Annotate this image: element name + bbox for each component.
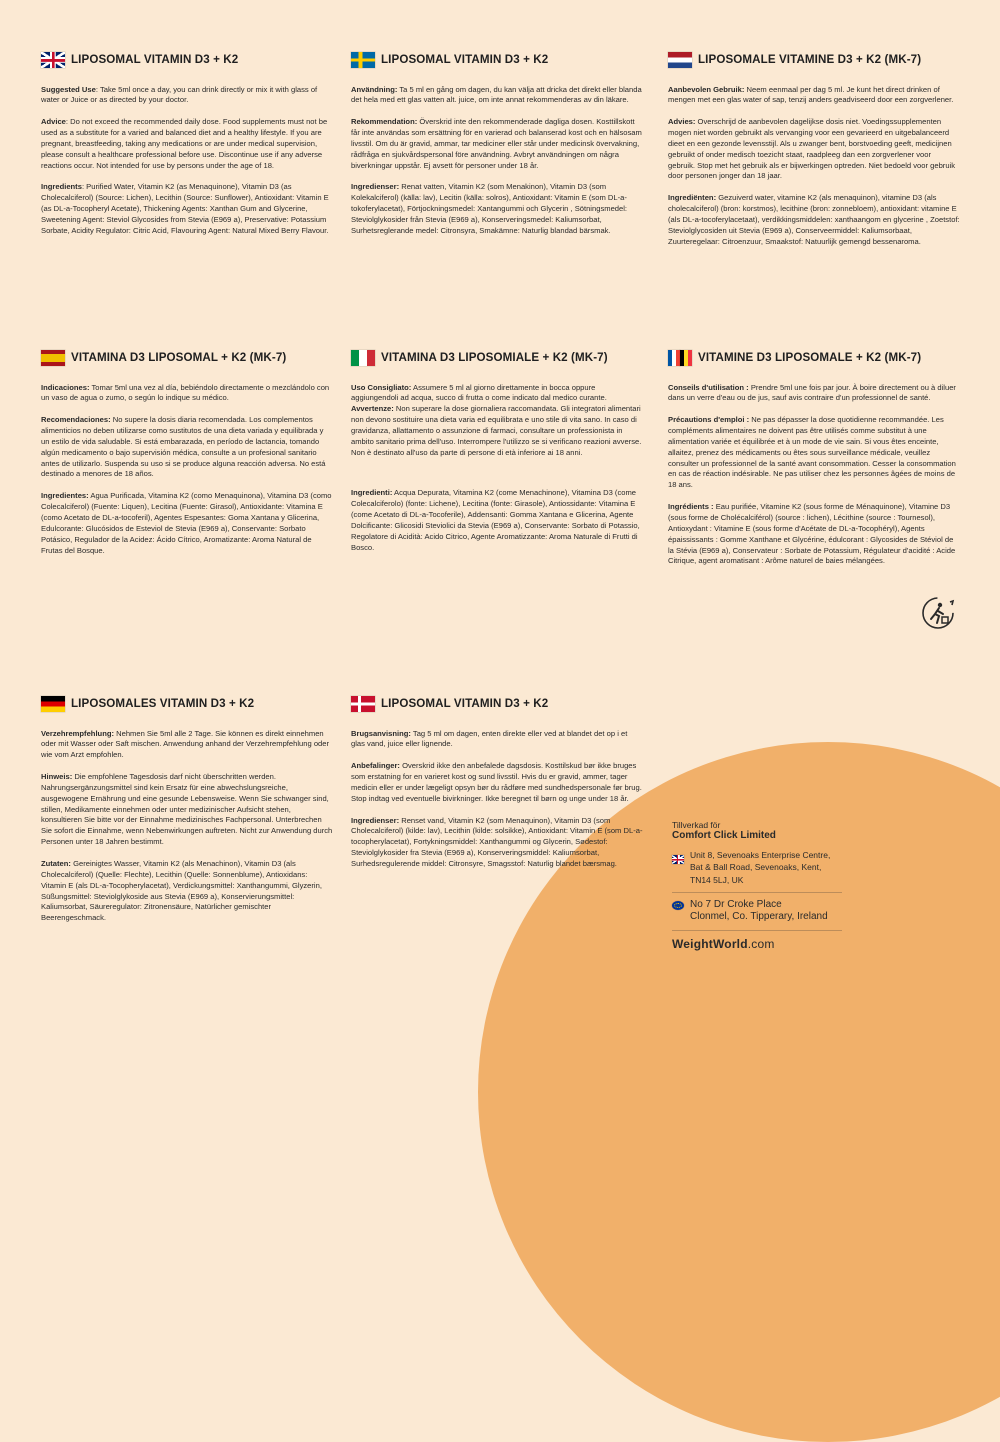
advice-label: Recomendaciones: xyxy=(41,415,111,425)
spain-flag-icon xyxy=(41,350,65,366)
denmark-flag-icon xyxy=(351,696,375,712)
advice-label: Avvertenze: xyxy=(351,404,394,414)
ingredients-label: Ingredients xyxy=(41,182,82,192)
advice-label: Advice xyxy=(41,117,66,127)
eu-flag-icon xyxy=(672,901,684,910)
section-heading xyxy=(351,696,643,713)
usage-label: Aanbevolen Gebruik: xyxy=(668,84,745,94)
ingredients-text: Renat vatten, Vitamin K2 (som Menakinon), Vitamin D3 (som Kolekalciferol) (källa: lav), Lecitin (källa: solros), Antioxidant: Vitamin E (som DL-a-tokoferylacetat), Förtjockningsmedel: Xantangummi och Glycerin , Sötningsmedel: Steviolglykosider från Stevia (E969 a), Konserveringsmedel: Kaliumsorbat, Surhetsreglerande medel: Citronsyra, Smakämne: Naturlig blandad bärsmak. xyxy=(351,182,628,235)
advice-text: Overskrid ikke den anbefalede dagsdosis. Kosttilskud bør ikke bruges som erstatning for en varieret kost og sund livsstil. Hvis du er gravid, ammer, tager medicin eller er under lægeligt opsyn bør du rådføre med sundhedspersonale før brug. Stop indtag ved eventuelle bivirkninger. Ikke beregnet til børn og unge under 18 år. xyxy=(351,761,642,803)
usage-label: Uso Consigliato: xyxy=(351,382,412,392)
usage-label: Användning: xyxy=(351,84,398,94)
ingredients-label: Ingrediënten: xyxy=(668,193,717,203)
usage-paragraph xyxy=(41,729,333,762)
ingredients-label: Zutaten: xyxy=(41,859,71,869)
ireland-address xyxy=(672,899,872,924)
usage-paragraph xyxy=(351,85,643,107)
ingredients-text: : Purified Water, Vitamin K2 (as Menaquinone), Vitamin D3 (as Cholecalciferol) (Source: Lichen), Lecithin (Source: Sunflower), Antioxidant: Vitamin E (as DL-a-Tocopheryl Acetate), Thickening Agents: Xanthan Gum and Glycerine, Sweetening Agent: Steviol Glycosides from Stevia (E969 a), Preservative: Potassium Sorbate, Acidity Regulator: Citric Acid, Flavouring Agent: Natural Mixed Berry Flavour. xyxy=(41,182,329,235)
uk-flag-icon xyxy=(41,52,65,68)
section-german xyxy=(41,696,333,935)
section-heading xyxy=(41,696,333,713)
website-link[interactable] xyxy=(672,937,872,951)
section-title: VITAMINA D3 LIPOSOMIALE + K2 (MK-7) xyxy=(381,351,608,364)
usage-label: Conseils d'utilisation : xyxy=(668,382,749,392)
advice-paragraph xyxy=(668,117,960,182)
section-title: LIPOSOMALE VITAMINE D3 + K2 (MK-7) xyxy=(698,53,922,66)
uk-address xyxy=(672,849,872,886)
ingredients-paragraph xyxy=(41,859,333,924)
section-heading xyxy=(668,52,960,69)
section-heading xyxy=(41,52,333,69)
website-brand: WeightWorld xyxy=(672,936,748,951)
section-heading xyxy=(351,52,643,69)
advice-text: Non superare la dose giornaliera raccomandata. Gli integratori alimentari non devono sostituire una dieta varia ed equilibrata e uno stile di vita sano. In caso di gravidanza, allattamento o assunzione di farmaci, consultare un professionista in ambito sanitario prima dell'uso. Interrompere l'utilizzo se si verificano reazioni avverse. Non è destinato all'uso da parte di persone di età inferiore ai 18 anni. xyxy=(351,404,642,457)
section-heading xyxy=(668,350,960,367)
manufactured-for-label: Tillverkad för xyxy=(672,820,721,830)
usage-label: Suggested Use xyxy=(41,84,96,94)
section-title: VITAMINA D3 LIPOSOMAL + K2 (MK-7) xyxy=(71,351,287,364)
section-dutch xyxy=(668,52,960,259)
usage-text: Assumere 5 ml al giorno direttamente in bocca oppure aggiungendoli ad acqua, succo di frutta o come indicato dal medico curante. xyxy=(351,382,607,403)
ingredients-paragraph xyxy=(351,182,643,236)
france-flag-icon xyxy=(668,350,680,366)
ingredients-text: Renset vand, Vitamin K2 (som Menaquinon), Vitamin D3 (som Cholecalciferol) (kilde: lav), Lecithin (kilde: solsikke), Antioxidant: Vitamin E (som DL-a-tocopherylacetat), Fortykningsmiddel: Xanthangummi og Glycerin, Sødestof: Steviolglykosider fra Stevia (E969 a), Konserveringsmiddel: Kaliumsorbat, Surhedsregulerende middel: Citronsyre, Smagsstof: Naturlig blandet bærsmag. xyxy=(351,815,643,869)
ireland-address-line: Clonmel, Co. Tipperary, Ireland xyxy=(690,911,828,923)
usage-text: Ta 5 ml en gång om dagen, du kan välja att dricka det direkt eller blanda det hela med ett glas vatten alt. juice, om inte annat rekommenderas av din läkare. xyxy=(351,84,642,105)
ingredients-label: Ingredienser: xyxy=(351,182,400,192)
belgium-flag-icon xyxy=(680,350,692,366)
usage-label: Verzehrempfehlung: xyxy=(41,728,114,738)
ingredients-text: Eau purifiée, Vitamine K2 (sous forme de Ménaquinone), Vitamine D3 (sous forme de Cholécalciférol) (source : lichen), Lécithine (source : Tournesol), Antioxydant : Vitamine E (sous forme d'Acétate de DL-a-Tocophéryl), Agents épaississants : Gomme Xanthane et Glycérine, édulcorant : Glycosides de Stéviol de la Stévia (E969 a), Conservateur : Sorbate de Potassium, Régulateur d'acidité : Acide Citrique, agent aromatisant : Arôme naturel de baies mélangées. xyxy=(668,502,956,566)
divider xyxy=(672,930,842,931)
section-danish xyxy=(351,696,643,881)
advice-paragraph xyxy=(351,761,643,804)
ingredients-paragraph xyxy=(41,491,333,556)
ireland-address-line: No 7 Dr Croke Place xyxy=(690,898,782,910)
divider xyxy=(672,892,842,893)
advice-label: Advies: xyxy=(668,117,696,127)
ingredients-paragraph xyxy=(668,193,960,247)
advice-text: Overschrijd de aanbevolen dagelijkse dosis niet. Voedingssupplementen mogen niet worden gebruikt als vervanging voor een gevarieerd en uitgebalanceerd dieet en een gezonde levensstijl. Als u zwanger bent, borstvoeding geeft, medicijnen gebruikt of onder medisch toezicht staat, raadpleeg dan een zorgverlener voor gebruik. Stop met het gebruik als er bijwerkingen optreden. Niet bedoeld voor gebruik door personen jonger dan 18 jaar. xyxy=(668,117,956,181)
usage-label: Indicaciones: xyxy=(41,382,90,392)
section-french xyxy=(668,350,960,578)
advice-text: Die empfohlene Tagesdosis darf nicht überschritten werden. Nahrungsergänzungsmittel sind kein Ersatz für eine abwechslungsreiche, ausgewogene Ernährung und eine gesunde Lebensweise. Wenn Sie schwanger sind, stillen, Medikamente einnehmen oder unter medizinischer Aufsicht stehen, konsultieren Sie bitte vor der Einnahme medizinisches Fachpersonal. Unterbrechen Sie sofort die Einnahme, wenn Nebenwirkungen auftreten. Nicht zur Anwendung durch Personen unter 18 Jahren bestimmt. xyxy=(41,772,333,847)
usage-paragraph xyxy=(668,383,960,405)
ingredients-paragraph xyxy=(41,182,333,236)
sweden-flag-icon xyxy=(351,52,375,68)
usage-text: : Take 5ml once a day, you can drink directly or mix it with glass of water or Juice or as directed by your doctor. xyxy=(41,84,318,105)
ingredients-text: Gezuiverd water, vitamine K2 (als menaquinon), vitamine D3 (als cholecalciferol) (bron: korstmos), lecithine (bron: zonnebloem), antioxidant: vitamine E (als DL-a-tocoferylacetaat), verdikkingsmiddelen: xanthaangom en glycerine , Zoetstof: Steviolglycosiden uit Stevia (E969 a), Conserveermiddel: Kaliumsorbaat, Zuurteregelaar: Citroenzuur, Smaakstof: Natuurlijk gemengd bessenaroma. xyxy=(668,193,960,246)
advice-paragraph xyxy=(41,772,333,848)
usage-paragraph xyxy=(351,383,643,405)
usage-text: Neem eenmaal per dag 5 ml. Je kunt het direct drinken of mengen met een glas water of sap, tenzij anders geadviseerd door een zorgverlener. xyxy=(668,84,954,105)
website-domain: .com xyxy=(747,936,775,951)
advice-label: Rekommendation: xyxy=(351,117,418,127)
advice-text: : Do not exceed the recommended daily dose. Food supplements must not be used as a substitute for a varied and balanced diet and a healthy lifestyle. If you are pregnant, breastfeeding, taking any medications or are under medical supervision, please consult a healthcare professional before use. Discontinue use if any adverse reactions occur. Not intended for use by persons under the age of 18. xyxy=(41,117,328,170)
ingredients-label: Ingredienser: xyxy=(351,815,400,825)
ingredients-label: Ingrédients : xyxy=(668,502,714,512)
section-heading xyxy=(351,350,643,367)
ingredients-label: Ingredientes: xyxy=(41,491,89,501)
uk-flag-icon xyxy=(672,855,684,864)
usage-text: Nehmen Sie 5ml alle 2 Tage. Sie können es direkt einnehmen oder mit Wasser oder Saft mischen. Anwendung anhand der Verzehrempfehlung oder wie vom Arzt empfohlen. xyxy=(41,728,330,760)
usage-paragraph xyxy=(41,85,333,107)
usage-paragraph xyxy=(41,383,333,405)
ingredients-label: Ingredienti: xyxy=(351,488,393,498)
section-spanish xyxy=(41,350,333,567)
uk-address-line: Bat & Ball Road, Sevenoaks, Kent, xyxy=(690,862,822,873)
manufacturer-info xyxy=(672,820,872,951)
advice-paragraph xyxy=(41,117,333,171)
advice-text: Överskrid inte den rekommenderade dagliga dosen. Kosttillskott får inte användas som ersättning för en varierad och balanserad kost och en hälsosam livsstil. Om du är gravid, ammar, tar mediciner eller står under medicinsk övervakning, rådfråga en sjukvårdspersonal före användning. Avbryt användningen om några biverkningar uppstår. Ej avsett för personer under 18 år. xyxy=(351,117,642,170)
ingredients-text: Agua Purificada, Vitamina K2 (como Menaquinona), Vitamina D3 (como Colecalciferol) (Fuente: Liquen), Lecitina (Fuente: Girasol), Antioxidante: Vitamina E (como Acetato de DL-a-tocoferil), Agentes Espesantes: Goma Xantana y Glicerina, Edulcorante: Glucósidos de Esteviol de Stevia (E969 a), Conservante: Sorbato Potásico, Regulador de la Acidez: Ácido Cítrico, Aromatizante: Aroma Natural de Frutas del Bosque. xyxy=(41,491,332,555)
advice-paragraph xyxy=(668,415,960,491)
ingredients-paragraph xyxy=(668,502,960,567)
usage-paragraph xyxy=(351,729,643,751)
section-title: LIPOSOMAL VITAMIN D3 + K2 xyxy=(381,53,549,66)
germany-flag-icon xyxy=(41,696,65,712)
recycle-person-icon xyxy=(921,596,955,630)
italy-flag-icon xyxy=(351,350,375,366)
section-english xyxy=(41,52,333,248)
uk-address-line: Unit 8, Sevenoaks Enterprise Centre, xyxy=(690,850,831,860)
usage-text: Tomar 5ml una vez al día, bebiéndolo directamente o mezclándolo con un vaso de agua o zumo, o según lo indique su médico. xyxy=(41,382,330,403)
section-title: VITAMINE D3 LIPOSOMALE + K2 (MK-7) xyxy=(698,351,922,364)
ingredients-paragraph xyxy=(351,816,643,870)
advice-paragraph xyxy=(41,415,333,480)
usage-text: Tag 5 ml om dagen, enten direkte eller ved at blandet det op i et glas vand, juice eller lignende. xyxy=(351,728,628,749)
usage-label: Brugsanvisning: xyxy=(351,728,411,738)
section-title: LIPOSOMAL VITAMIN D3 + K2 xyxy=(381,697,549,710)
advice-label: Hinweis: xyxy=(41,772,73,782)
usage-paragraph xyxy=(668,85,960,107)
company-name: Comfort Click Limited xyxy=(672,830,776,841)
ingredients-paragraph xyxy=(351,488,643,553)
section-title: LIPOSOMAL VITAMIN D3 + K2 xyxy=(71,53,239,66)
netherlands-flag-icon xyxy=(668,52,692,68)
ingredients-text: Gereinigtes Wasser, Vitamin K2 (als Menachinon), Vitamin D3 (als Cholecalciferol) (Quelle: Flechte), Lecithin (Quelle: Sonnenblume), Antioxidans: Vitamin E (als DL-a-Tocopherylacetat), Verdickungsmittel: Xanthangummi, Glyzerin, Süßungsmittel: Steviolglykoside aus Stevia (E969 a), Konservierungsmittel: Kaliumsorbat, Säureregulator: Zitronensäure, Natürlicher gemischter Beerengeschmack. xyxy=(41,859,322,923)
section-swedish xyxy=(351,52,643,248)
advice-label: Anbefalinger: xyxy=(351,761,400,771)
uk-address-line: TN14 5LJ, UK xyxy=(690,874,744,885)
advice-text: No supere la dosis diaria recomendada. Los complementos alimenticios no deben utilizarse como sustitutos de una dieta variada y equilibrada y un estilo de vida saludable. Si está embarazada, en período de lactancia, tomando algún medicamento o bajo supervisión médica, consulte a un profesional sanitario antes de utilizarlo. Suspenda su uso si se produce alguna reacción adversa. No está destinado a menores de 18 años. xyxy=(41,415,326,479)
section-heading xyxy=(41,350,333,367)
advice-paragraph xyxy=(351,117,643,171)
advice-label: Précautions d'emploi : xyxy=(668,415,750,425)
usage-text: Prendre 5ml une fois par jour. À boire directement ou à diluer dans un verre d'eau ou de jus, sauf avis contraire d'un professionnel de santé. xyxy=(668,382,956,403)
advice-text: Ne pas dépasser la dose quotidienne recommandée. Les compléments alimentaires ne doivent pas être utilisés comme substitut à une alimentation variée et équilibrée et à un mode de vie sain. Si vous êtes enceinte, allaitez, prenez des médicaments ou êtes sous surveillance médicale, veuillez consulter un professionnel de la santé avant consommation. Cesser la consommation en cas de réaction indésirable. Ne pas utiliser chez les personnes âgées de moins de 18 ans. xyxy=(668,415,956,490)
ingredients-text: Acqua Depurata, Vitamina K2 (come Menachinone), Vitamina D3 (come Colecalciferolo) (fonte: Lichene), Lecitina (fonte: Girasole), Antiossidante: Vitamina E (come Acetato di DL-a-Tocoferile), Addensanti: Gomma Xantana e Glicerina, Agente Dolcificante: Glicosidi Steviolici da Stevia (E969 a), Conservante: Sorbato di Potassio, Regolatore di Acidità: Acido Citrico, Agente Aromatizzante: Aroma Naturale di Frutti di Bosco. xyxy=(351,488,640,552)
section-title: LIPOSOMALES VITAMIN D3 + K2 xyxy=(71,697,255,710)
advice-paragraph xyxy=(351,404,643,458)
section-italian xyxy=(351,350,643,565)
